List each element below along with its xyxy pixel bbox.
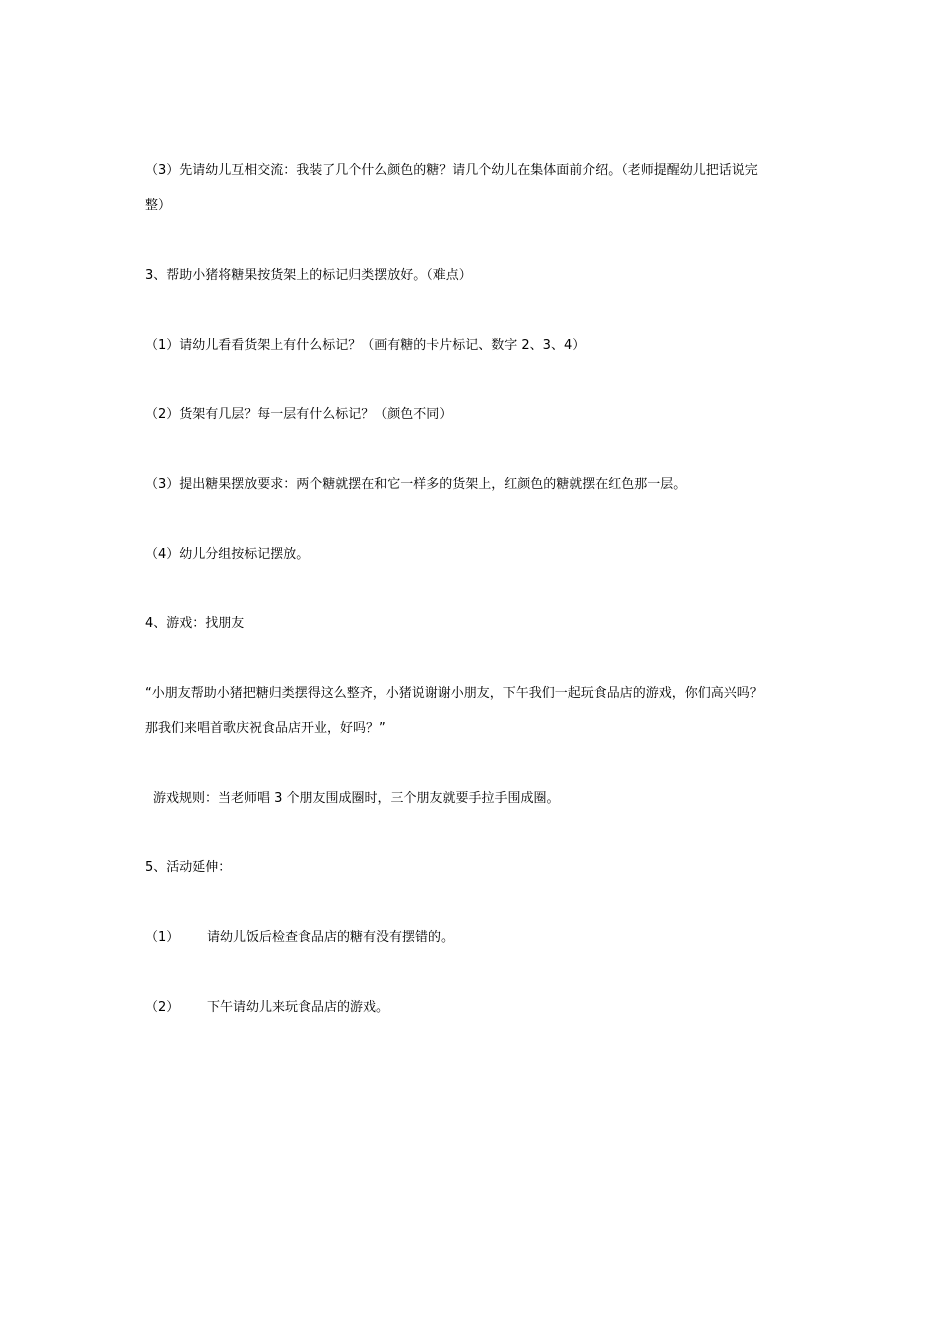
list-item [145,929,454,947]
section-heading-3: 3、帮助小猪将糖果按货架上的标记归类摆放好。（难点） [145,268,472,283]
section-heading-4: 4、游戏：找朋友 [145,616,245,631]
paragraph-3-1: （1）请幼儿看看货架上有什么标记？（画有糖的卡片标记、数字 2、3、4） [145,338,586,353]
paragraph-quote-line2: 那我们来唱首歌庆祝食品店开业，好吗？” [145,721,386,736]
list-item-text: 下午请幼儿来玩食品店的游戏。 [207,1000,390,1015]
list-item-text: 请幼儿饭后检查食品店的糖有没有摆错的。 [207,930,455,945]
paragraph-3-2: （2）货架有几层？每一层有什么标记？（颜色不同） [145,407,453,422]
list-item-number: （1） [145,930,180,945]
list-item [145,999,389,1017]
paragraph-3-3: （3）提出糖果摆放要求：两个糖就摆在和它一样多的货架上，红颜色的糖就摆在红色那一层。 [145,477,687,492]
paragraph-step3-3-line2: 整） [145,198,172,213]
list-item-number: （2） [145,1000,180,1015]
document-page [145,0,825,1344]
paragraph-quote-line1: “小朋友帮助小猪把糖归类摆得这么整齐，小猪说谢谢小朋友，下午我们一起玩食品店的游戏，你们高兴吗？ [145,686,763,701]
paragraph-step3-3-line1: （3）先请幼儿互相交流：我装了几个什么颜色的糖？请几个幼儿在集体面前介绍。（老师提醒幼儿把话说完 [145,163,758,178]
paragraph-3-4: （4）幼儿分组按标记摆放。 [145,547,310,562]
section-heading-5: 5、活动延伸： [145,860,232,875]
paragraph-game-rules: 游戏规则：当老师唱 3 个朋友围成圈时，三个朋友就要手拉手围成圈。 [153,791,560,806]
